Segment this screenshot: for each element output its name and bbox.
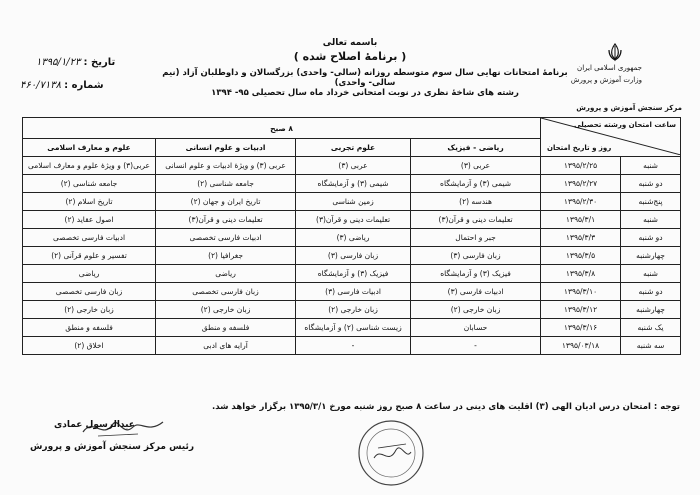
subject-cell: فیزیک (۳) و آزمایشگاه [296,265,411,283]
subject-cell: هندسه (۲) [411,193,541,211]
subject-cell: ادبیات فارسی تخصصی [23,229,156,247]
page-subtitle: رشته های شاخهٔ نظری در نوبت امتحانی خرداد ماه سال تحصیلی ۹۵- ۱۳۹۴ [211,88,519,98]
exam-day: سه شنبه [621,337,681,355]
col-header-humanities: ادبیات و علوم انسانی [156,139,296,157]
subject-cell: اصول عقاید (۲) [23,211,156,229]
subject-cell: زبان خارجی (۲) [156,301,296,319]
exam-day: دو شنبه [621,229,681,247]
subject-cell: زیست شناسی (۲) و آزمایشگاه [296,319,411,337]
bismillah-heading: باسمه تعالی [322,38,378,48]
exam-day: شنبه [621,211,681,229]
subject-cell: ادبیات فارسی (۳) [296,283,411,301]
org-center: مرکز سنجش آموزش و پرورش [576,104,682,112]
table-row [23,175,681,193]
letter-date [36,57,115,68]
subject-cell: آرایه های ادبی [156,337,296,355]
org-ministry: وزارت آموزش و پرورش [570,76,642,84]
letter-number [20,80,104,91]
org-country: جمهوری اسلامی ایران [577,64,642,72]
official-stamp [356,418,426,488]
subject-cell: زبان فارسی تخصصی [156,283,296,301]
subject-cell: ریاضی [156,265,296,283]
exam-date: ۱۳۹۵/۳/۵ [541,247,621,265]
subject-cell: عربی (۳) [296,157,411,175]
footer-note: توجه : امتحان درس ادیان الهی (۳) اقلیت های دینی در ساعت ۸ صبح روز شنبه مورخ ۱۳۹۵/۳/۱ برگزار خواهد شد. [211,402,680,412]
signer-title: رئیس مرکز سنجش آموزش و پرورش [30,442,195,452]
signer-name: عبدالرسول عمادی [54,420,135,430]
col-header-islamic-studies: علوم و معارف اسلامی [23,139,156,157]
table-row [23,265,681,283]
exam-day: پنج‌شنبه [621,193,681,211]
subject-cell: تعلیمات دینی و قرآن(۳) [411,211,541,229]
date-value: ۱۳۹۵/۱/۲۳ [36,57,81,68]
subject-cell: شیمی (۳) و آزمایشگاه [411,175,541,193]
table-corner-header [541,118,681,157]
subject-cell: - [296,337,411,355]
exam-day: چهارشنبه [621,247,681,265]
table-row [23,301,681,319]
subject-cell: زبان خارجی (۲) [23,301,156,319]
schedule-rows [23,157,681,355]
subject-cell: حسابان [411,319,541,337]
page-title: برنامهٔ امتحانات نهایی سال سوم متوسطه روزانه (سالی- واحدی) بزرگسالان و داوطلبان آزاد (نیم سالی- واحدی) [162,68,568,88]
exam-date: ۱۳۹۵/۳/۱ [541,211,621,229]
subject-cell: زبان خارجی (۲) [296,301,411,319]
subject-cell: تاریخ ایران و جهان (۲) [156,193,296,211]
subject-cell: فلسفه و منطق [23,319,156,337]
subject-cell: زبان فارسی (۳) [411,247,541,265]
table-row [23,229,681,247]
subject-cell: زمین شناسی [296,193,411,211]
exam-time-header: ۸ صبح [23,118,541,139]
subject-cell: فیزیک (۳) و آزمایشگاه [411,265,541,283]
exam-date: ۱۳۹۵/۳/۸ [541,265,621,283]
number-label: شماره : [64,80,104,91]
corner-bottom-label: روز و تاریخ امتحان [547,144,612,152]
table-row [23,247,681,265]
exam-date: ۱۳۹۵/۰۳/۱۸ [541,337,621,355]
date-label: تاریخ : [83,57,116,68]
exam-day: چهارشنبه [621,301,681,319]
col-header-experimental-sciences: علوم تجربی [296,139,411,157]
subject-cell: عربی (۳) و ویژهٔ ادبیات و علوم انسانی [156,157,296,175]
exam-date: ۱۳۹۵/۳/۱۰ [541,283,621,301]
subject-cell: جبر و احتمال [411,229,541,247]
subject-cell: ادبیات فارسی تخصصی [156,229,296,247]
table-row [23,319,681,337]
exam-schedule-table [22,117,681,355]
subject-cell: تاریخ اسلام (۲) [23,193,156,211]
subject-cell: تعلیمات دینی و قرآن(۳) [296,211,411,229]
col-header-math-physics: ریاضی - فیزیک [411,139,541,157]
subject-cell: ریاضی [23,265,156,283]
exam-day: شنبه [621,265,681,283]
subject-cell: تعلیمات دینی و قرآن(۳) [156,211,296,229]
subject-cell: تفسیر و علوم قرآنی (۲) [23,247,156,265]
exam-date: ۱۳۹۵/۲/۳۰ [541,193,621,211]
subject-cell: ریاضی (۳) [296,229,411,247]
subject-cell: اخلاق (۲) [23,337,156,355]
table-row [23,283,681,301]
table-row [23,211,681,229]
exam-date: ۱۳۹۵/۳/۱۲ [541,301,621,319]
exam-day: دو شنبه [621,283,681,301]
exam-date: ۱۳۹۵/۳/۳ [541,229,621,247]
table-row [23,337,681,355]
number-value: ۴۶۰/۷۱۳۸ [20,80,61,91]
exam-date: ۱۳۹۵/۲/۲۷ [541,175,621,193]
subject-cell: جامعه شناسی (۲) [23,175,156,193]
subject-cell: جغرافیا (۲) [156,247,296,265]
exam-day: شنبه [621,157,681,175]
exam-day: یک شنبه [621,319,681,337]
exam-day: دو شنبه [621,175,681,193]
subject-cell: زبان خارجی (۲) [411,301,541,319]
subject-cell: عربی(۳) و ویژهٔ علوم و معارف اسلامی [23,157,156,175]
subject-cell: زبان فارسی (۳) [296,247,411,265]
subject-cell: ادبیات فارسی (۳) [411,283,541,301]
subject-cell: عربی (۳) [411,157,541,175]
subject-cell: زبان فارسی تخصصی [23,283,156,301]
table-row [23,193,681,211]
exam-date: ۱۳۹۵/۲/۲۵ [541,157,621,175]
subject-cell: جامعه شناسی (۲) [156,175,296,193]
corrected-program-title: ( برنامهٔ اصلاح شده ) [293,50,407,63]
corner-top-label: ساعت امتحان ورشته تحصیلی [574,121,677,129]
subject-cell: شیمی (۳) و آزمایشگاه [296,175,411,193]
subject-cell: فلسفه و منطق [156,319,296,337]
exam-date: ۱۳۹۵/۳/۱۶ [541,319,621,337]
table-row [23,157,681,175]
subject-cell: - [411,337,541,355]
